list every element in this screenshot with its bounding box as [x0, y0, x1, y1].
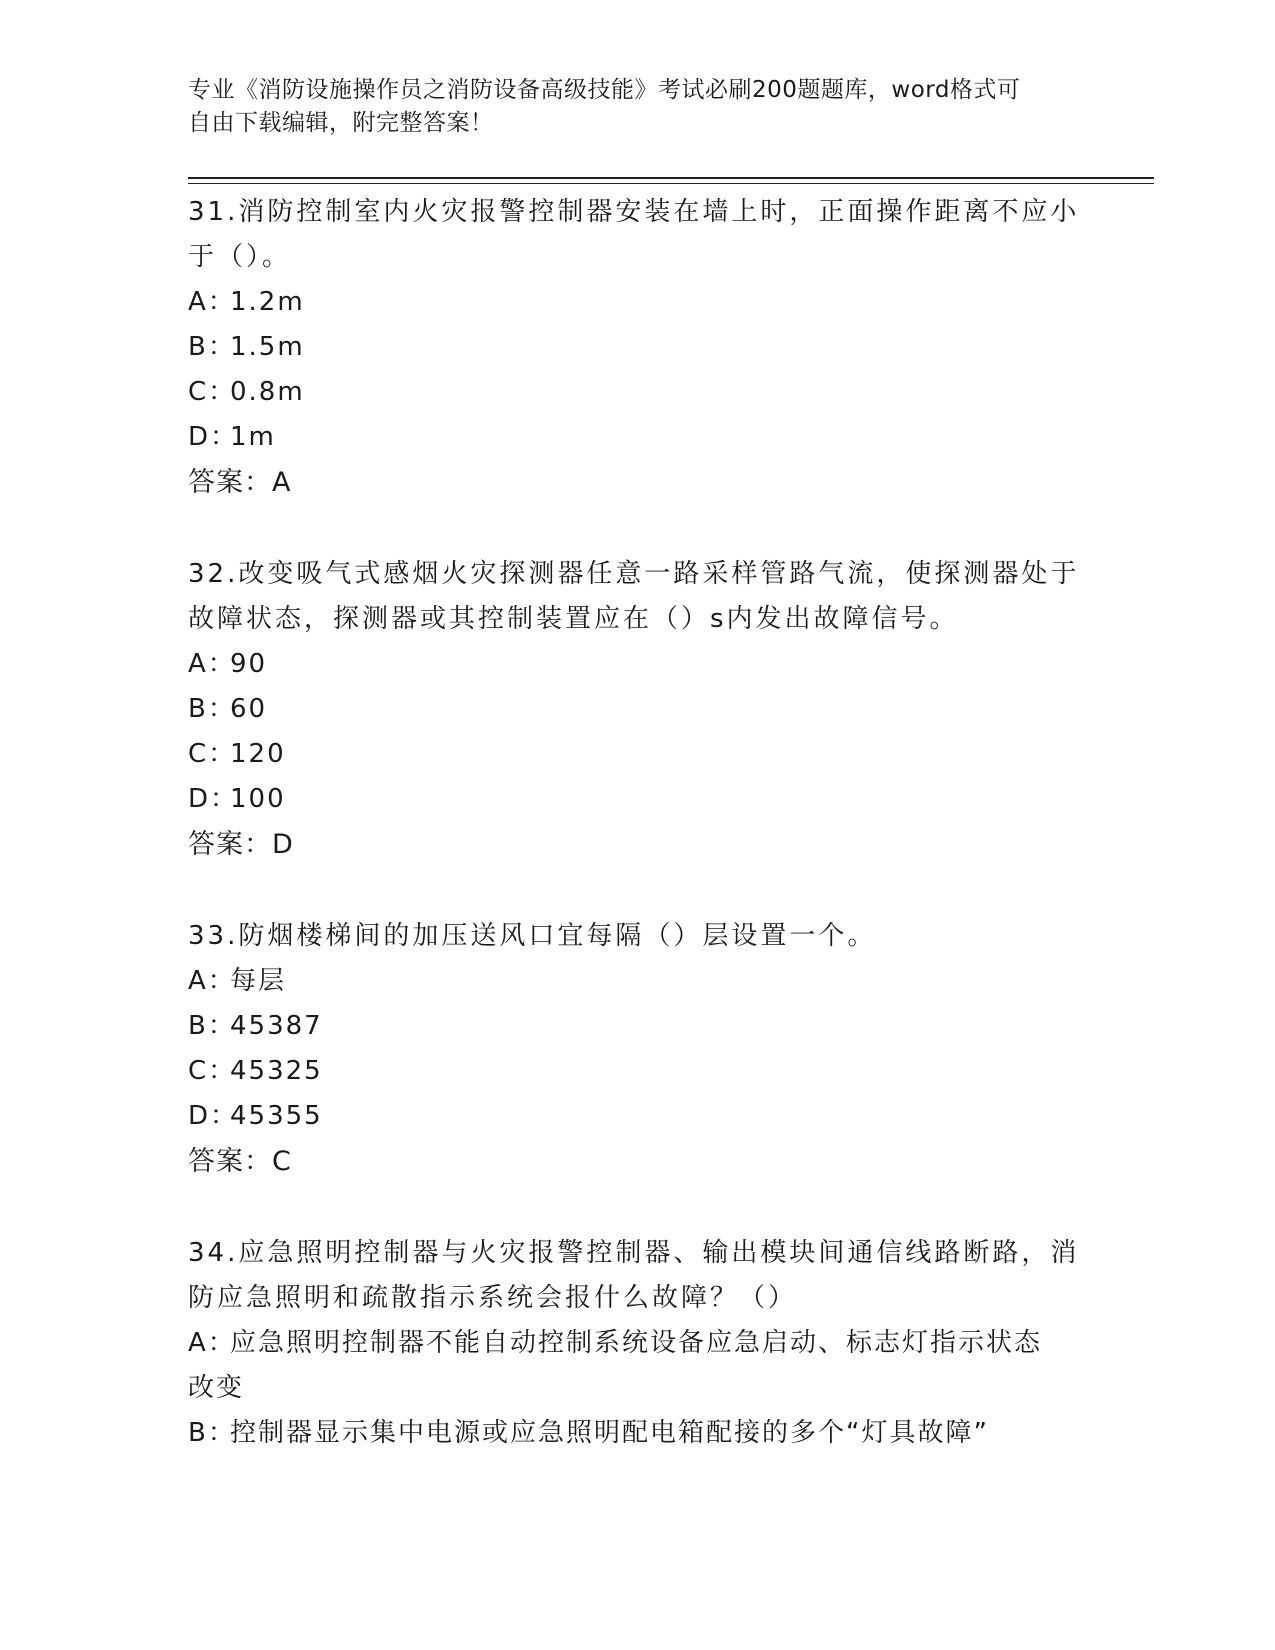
option-key: B：: [188, 694, 236, 724]
option-key: D：: [188, 1101, 239, 1131]
option-value: 90: [230, 649, 268, 679]
spacer: [188, 505, 1088, 552]
document-header: [188, 74, 1068, 140]
option-d: [188, 415, 1088, 460]
question-34: [188, 1231, 1088, 1456]
option-value: 控制器显示集中电源或应急照明配电箱配接的多个“灯具故障”: [230, 1418, 989, 1448]
option-c: [188, 370, 1088, 415]
option-key: A：: [188, 966, 236, 996]
option-value: 60: [230, 694, 268, 724]
option-key: D：: [188, 784, 239, 814]
option-value: 100: [230, 784, 286, 814]
option-key: A：: [188, 649, 236, 679]
option-a: [188, 280, 1088, 325]
option-key: D：: [188, 422, 239, 452]
question-33: [188, 914, 1088, 1184]
question-text-line: 32.改变吸气式感烟火灾探测器任意一路采样管路气流，使探测器处于: [188, 559, 1080, 589]
option-b: [188, 687, 1088, 732]
option-b: [188, 1004, 1088, 1049]
option-value: 45355: [230, 1101, 323, 1131]
option-key: B：: [188, 1418, 236, 1448]
question-text-line: 故障状态，探测器或其控制装置应在（）s内发出故障信号。: [188, 604, 959, 634]
spacer: [188, 1184, 1088, 1231]
option-key: B：: [188, 1011, 236, 1041]
option-a: [188, 642, 1088, 687]
spacer: [188, 867, 1088, 914]
answer: 答案：C: [188, 1146, 292, 1177]
option-value: 1.5m: [230, 332, 305, 362]
option-key: A：: [188, 287, 236, 317]
option-d: [188, 777, 1088, 822]
option-key: C：: [188, 739, 237, 769]
question-list: [188, 190, 1088, 1456]
header-line-1: 专业《消防设施操作员之消防设备高级技能》考试必刷200题题库，word格式可: [188, 77, 1021, 103]
option-key: C：: [188, 1056, 237, 1086]
option-key: C：: [188, 377, 237, 407]
option-value: 1.2m: [230, 287, 305, 317]
option-value: 45387: [230, 1011, 323, 1041]
question-text-line: 34.应急照明控制器与火灾报警控制器、输出模块间通信线路断路，消: [188, 1238, 1080, 1268]
option-value: 1m: [230, 422, 276, 452]
option-key: B：: [188, 332, 236, 362]
option-d: [188, 1094, 1088, 1139]
header-divider-thin: [188, 183, 1154, 184]
option-key: A：: [188, 1328, 236, 1358]
header-line-2: 自由下载编辑，附完整答案！: [188, 110, 494, 136]
question-31: [188, 190, 1088, 505]
option-value: 45325: [230, 1056, 323, 1086]
question-text-line: 防应急照明和疏散指示系统会报什么故障？（）: [188, 1283, 798, 1313]
option-value: 应急照明控制器不能自动控制系统设备应急启动、标志灯指示状态: [230, 1328, 1043, 1358]
question-text-line: 于（）。: [188, 242, 292, 272]
option-a: [188, 1321, 1088, 1366]
option-c: [188, 732, 1088, 777]
answer: 答案：A: [188, 467, 292, 498]
header-divider-thick: [188, 177, 1154, 179]
option-value: 0.8m: [230, 377, 305, 407]
question-text-line: 31.消防控制室内火灾报警控制器安装在墙上时，正面操作距离不应小: [188, 197, 1080, 227]
option-b: [188, 325, 1088, 370]
option-value: 每层: [230, 966, 287, 996]
question-text-line: 33.防烟楼梯间的加压送风口宜每隔（）层设置一个。: [188, 921, 877, 951]
option-a: [188, 959, 1088, 1004]
question-32: [188, 552, 1088, 867]
option-c: [188, 1049, 1088, 1094]
option-value: 120: [230, 739, 286, 769]
option-b: [188, 1411, 1088, 1456]
answer: 答案：D: [188, 829, 294, 860]
option-a-continued: 改变: [188, 1373, 245, 1403]
